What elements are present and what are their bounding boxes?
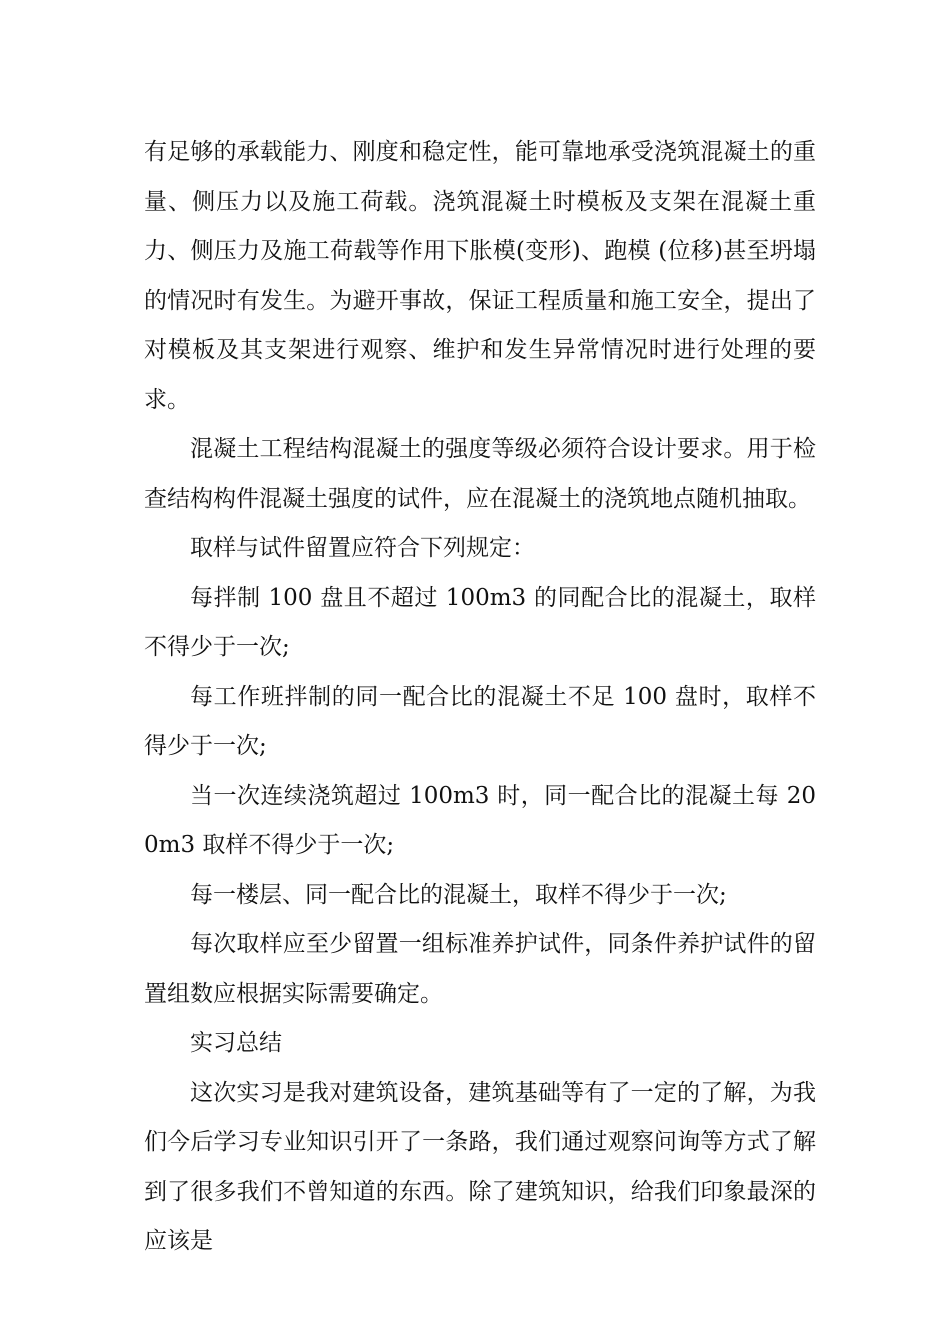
paragraph-rule-per-shift: 每工作班拌制的同一配合比的混凝土不足 100 盘时，取样不得少于一次; [144, 683, 816, 759]
paragraph-sampling-rules-intro: 取样与试件留置应符合下列规定： [190, 535, 535, 561]
paragraph-rule-100-batches: 每拌制 100 盘且不超过 100m3 的同配合比的混凝土，取样不得少于一次; [144, 584, 816, 660]
paragraph-rule-per-floor: 每一楼层、同一配合比的混凝土，取样不得少于一次; [190, 881, 727, 908]
paragraph-concrete-strength: 混凝土工程结构混凝土的强度等级必须符合设计要求。用于检查结构构件混凝土强度的试件，应在混凝土的浇筑地点随机抽取。 [144, 436, 816, 512]
paragraph-rule-test-specimens: 每次取样应至少留置一组标准养护试件，同条件养护试件的留置组数应根据实际需要确定。 [144, 931, 816, 1007]
paragraph-internship-summary: 这次实习是我对建筑设备，建筑基础等有了一定的了解，为我们今后学习专业知识引开了一条路，我们通过观察问询等方式了解到了很多我们不曾知道的东西。除了建筑知识，给我们印象最深的应该是 [144, 1079, 816, 1254]
paragraph-formwork-requirements: 有足够的承载能力、刚度和稳定性，能可靠地承受浇筑混凝土的重量、侧压力以及施工荷载。浇筑混凝土时模板及支架在混凝土重力、侧压力及施工荷载等作用下胀模(变形)、跑模 (位移)甚至坍塌的情况时有发生。为避开事故，保证工程质量和施工安全，提出了对模板及其支架进行观察、维护和发生异常情况时进行处理的要求。 [144, 139, 816, 413]
paragraph-rule-continuous-pour: 当一次连续浇筑超过 100m3 时，同一配合比的混凝土每 200m3 取样不得少于一次; [144, 782, 816, 858]
document-body [144, 128, 816, 1267]
section-heading-internship-summary: 实习总结 [190, 1030, 282, 1056]
